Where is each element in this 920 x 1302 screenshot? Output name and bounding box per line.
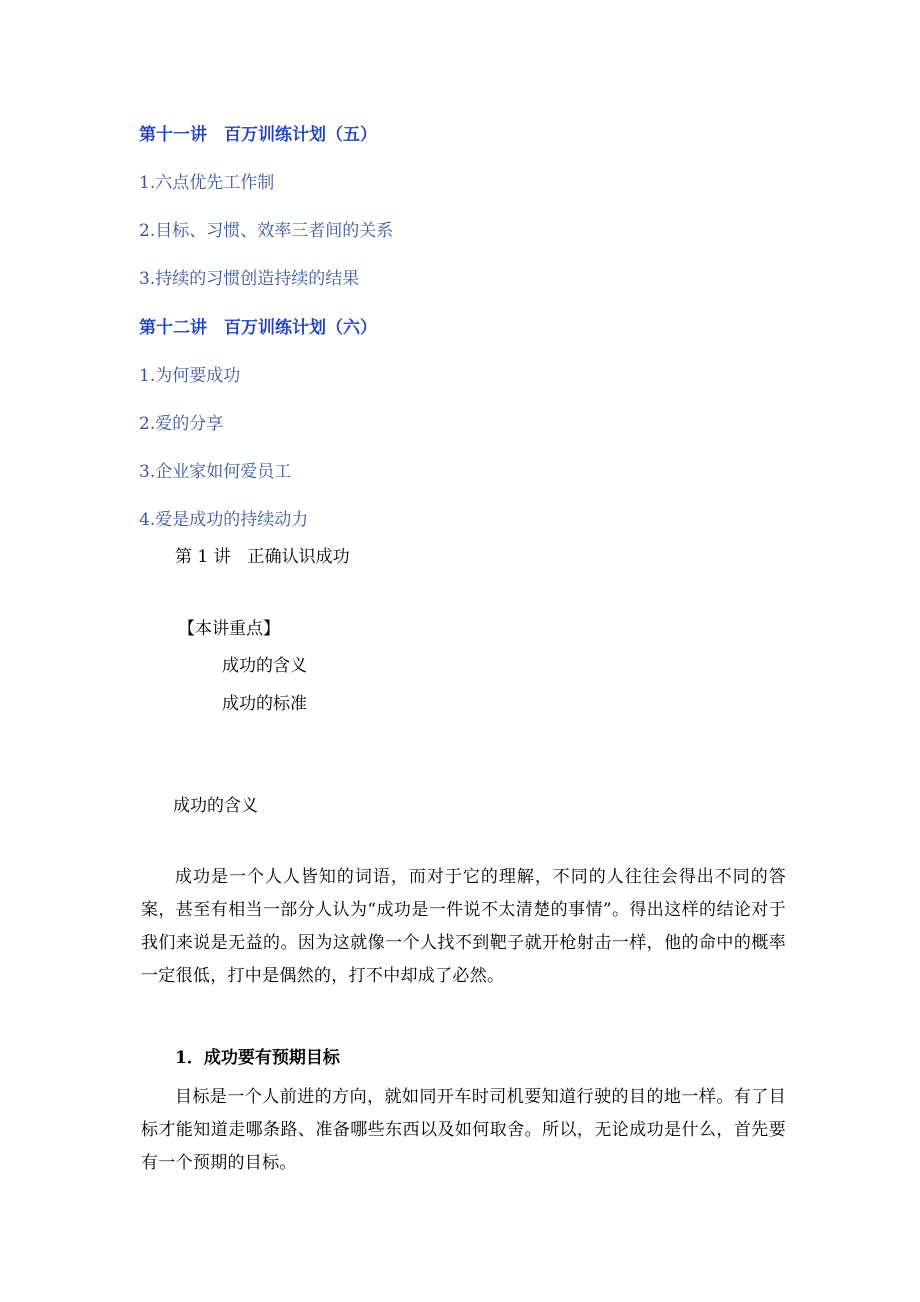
focus-item-2: 成功的标准	[222, 694, 307, 714]
lecture1-title: 第 1 讲 正确认识成功	[175, 547, 350, 567]
toc-lecture12-title: 第十二讲 百万训练计划（六）	[139, 318, 377, 338]
toc-lecture11-title: 第十一讲 百万训练计划（五）	[139, 125, 377, 145]
paragraph-expected-goal: 目标是一个人前进的方向，就如同开车时司机要知道行驶的目的地一样。有了目标才能知道走哪条路、准备哪些东西以及如何取舍。所以，无论成功是什么，首先要有一个预期的目标。	[141, 1087, 786, 1173]
toc-lecture11-item-3: 3.持续的习惯创造持续的结果	[139, 269, 360, 289]
toc-lecture12-item-3: 3.企业家如何爱员工	[139, 462, 292, 482]
toc-lecture11-item-2: 2.目标、习惯、效率三者间的关系	[139, 221, 394, 241]
toc-lecture12-item-2: 2.爱的分享	[139, 414, 224, 434]
section-title: 成功的含义	[173, 796, 258, 816]
toc-lecture12-item-4: 4.爱是成功的持续动力	[139, 510, 309, 530]
focus-label: 【本讲重点】	[178, 619, 280, 639]
subheading-expected-goal: 1．成功要有预期目标	[175, 1048, 340, 1068]
toc-lecture11-item-1: 1.六点优先工作制	[139, 173, 275, 193]
paragraph-success-meaning: 成功是一个人人皆知的词语，而对于它的理解，不同的人往往会得出不同的答案，甚至有相当一部分人认为“成功是一件说不太清楚的事情”。得出这样的结论对于我们来说是无益的。因为这就像一个人找不到靶子就开枪射击一样，他的命中的概率一定很低，打中是偶然的，打不中却成了必然。	[141, 867, 786, 986]
focus-item-1: 成功的含义	[222, 656, 307, 676]
toc-lecture12-item-1: 1.为何要成功	[139, 366, 241, 386]
